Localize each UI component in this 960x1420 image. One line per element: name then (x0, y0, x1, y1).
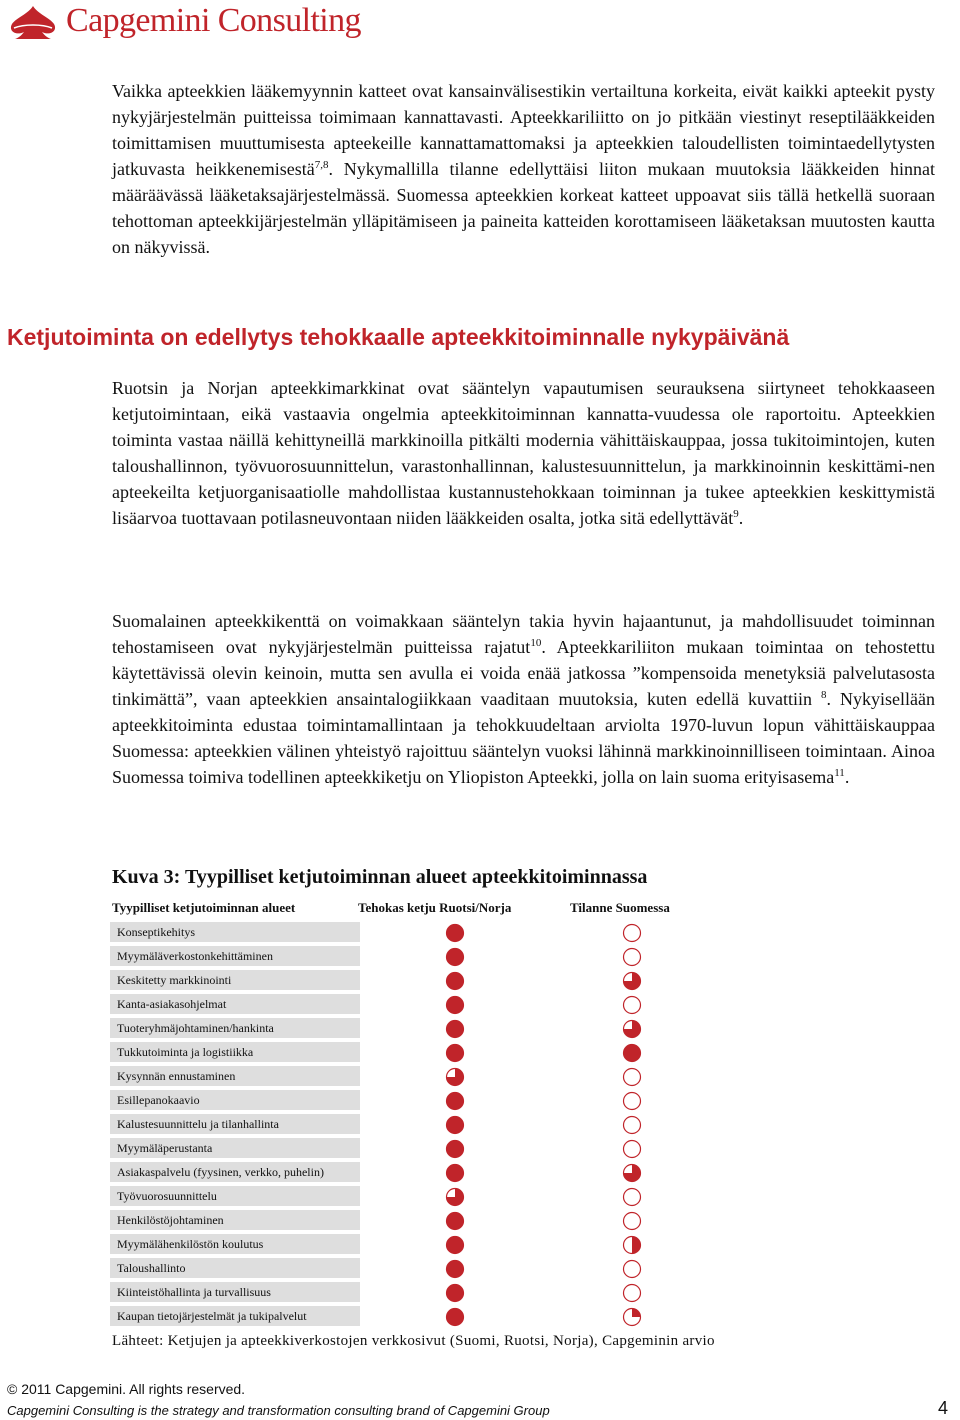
table-row (110, 920, 690, 944)
table-row (110, 1064, 690, 1088)
row-label: Kanta-asiakasohjelmat (110, 994, 360, 1014)
harvey-ball-finland (622, 1067, 642, 1087)
logo-wordmark: Capgemini Consulting (66, 2, 361, 39)
footer-copyright: © 2011 Capgemini. All rights reserved. (7, 1381, 246, 1397)
paragraph-1: Vaikka apteekkien lääkemyynnin katteet ovat kansainvälisestikin vertailtuna korkeita, eivät kaikki apteekit pysty nykyjärjestelmän puitteissa toimimaan kannattavasti. Apteekkariliitto on jo pitkään viestinyt reseptilääkkeiden toimittamisen muuttumisesta apteekeille kannattamattomaksi ja apteekkien taloudellisten toimintaedellytysten jatkuvasta heikkenemisestä$^{7,8}$. Nykymallilla tilanne edellyttäisi liiton mukaan muutoksia lääkkeiden hinnat määräävässä lääketaksajärjestelmässä. Suomessa apteekkien korkeat katteet uppoavat siis tällä hetkellä suoraan tehottoman apteekkijärjestelmän ylläpitämiseen ja paineita katteiden korottamiseen lääketaksan muutosten kautta on näkyvissä. (112, 81, 936, 257)
page-number: 4 (937, 1398, 948, 1418)
harvey-ball-finland (622, 1163, 642, 1183)
table-row (110, 1040, 690, 1064)
row-label: Konseptikehitys (110, 922, 360, 942)
table-row (110, 944, 690, 968)
table-row (110, 1208, 690, 1232)
harvey-ball-sweden-norway (445, 1163, 465, 1183)
column-header-finland: Tilanne Suomessa (570, 900, 670, 915)
harvey-ball-sweden-norway (445, 1115, 465, 1135)
harvey-ball-sweden-norway (445, 1187, 465, 1207)
table-row (110, 1184, 690, 1208)
row-label: Myymäläverkostonkehittäminen (110, 946, 360, 966)
row-label: Kaupan tietojärjestelmät ja tukipalvelut (110, 1306, 360, 1326)
row-label: Esillepanokaavio (110, 1090, 360, 1110)
harvey-ball-sweden-norway (445, 1283, 465, 1303)
harvey-ball-sweden-norway (445, 1091, 465, 1111)
harvey-ball-sweden-norway (445, 971, 465, 991)
row-label: Kysynnän ennustaminen (110, 1066, 360, 1086)
row-label: Kiinteistöhallinta ja turvallisuus (110, 1282, 360, 1302)
harvey-ball-sweden-norway (445, 1235, 465, 1255)
row-label: Tuoteryhmäjohtaminen/hankinta (110, 1018, 360, 1038)
figure-sources: Lähteet: Ketjujen ja apteekkiverkostojen verkkosivut (Suomi, Ruotsi, Norja), Capgeminin arvio (112, 1333, 715, 1349)
chain-areas-table (110, 896, 690, 1328)
table-row (110, 1304, 690, 1328)
harvey-ball-finland (622, 947, 642, 967)
harvey-ball-sweden-norway (445, 947, 465, 967)
harvey-ball-sweden-norway (445, 1211, 465, 1231)
table-row (110, 1088, 690, 1112)
harvey-ball-sweden-norway (445, 923, 465, 943)
table-row (110, 1112, 690, 1136)
table-row (110, 1016, 690, 1040)
harvey-ball-finland (622, 1019, 642, 1039)
table-row (110, 1136, 690, 1160)
spade-icon (4, 2, 62, 44)
table-row (110, 968, 690, 992)
row-label: Työvuorosuunnittelu (110, 1186, 360, 1206)
row-label: Myymäläperustanta (110, 1138, 360, 1158)
harvey-ball-finland (622, 1091, 642, 1111)
harvey-ball-finland (622, 1259, 642, 1279)
harvey-ball-finland (622, 1043, 642, 1063)
row-label: Asiakaspalvelu (fyysinen, verkko, puhelin) (110, 1162, 360, 1182)
row-label: Myymälähenkilöstön koulutus (110, 1234, 360, 1254)
row-label: Taloushallinto (110, 1258, 360, 1278)
table-row (110, 1280, 690, 1304)
harvey-ball-sweden-norway (445, 1019, 465, 1039)
harvey-ball-finland (622, 1211, 642, 1231)
paragraph-3: Suomalainen apteekkikenttä on voimakkaan sääntelyn takia hyvin hajaantunut, ja mahdollisuudet toiminnan tehostamiseen ovat nykyjärjestelmän puitteissa rajatut$^{10}$. Apteekkariliiton mukaan toimintaa on tehostettu käytettävissä olevin keinoin, mutta sen avulla ei voida enää jatkossa ”kompensoida menetyksiä palvelutasosta tinkimättä”, vaan apteekkien ansaintalogiikkaan vaaditaan muutoksia, kuten edellä kuvattiin $^8$. Nykyisellään apteekkitoiminta edustaa toimintamallintaan ja tehokkuudeltaan arviolta 1970-luvun lopun vähittäiskauppaa Suomessa: apteekkien välinen yhteistyö rajoittuu sääntelyn vuoksi lähinnä markkinoinnilliseen toimintaan. Ainoa Suomessa toimiva todellinen apteekkiketju on Yliopiston Apteekki, jolla on lain suoma erityisasema$^{11}$. (112, 611, 935, 787)
table-row (110, 1160, 690, 1184)
harvey-ball-finland (622, 923, 642, 943)
harvey-ball-sweden-norway (445, 1067, 465, 1087)
harvey-ball-finland (622, 1283, 642, 1303)
column-header-areas: Tyypilliset ketjutoiminnan alueet (112, 900, 296, 915)
harvey-ball-sweden-norway (445, 1307, 465, 1327)
table-row (110, 1232, 690, 1256)
footer-tagline: Capgemini Consulting is the strategy and transformation consulting brand of Capgemini Group (7, 1403, 550, 1418)
row-label: Kalustesuunnittelu ja tilanhallinta (110, 1114, 360, 1134)
harvey-ball-sweden-norway (445, 1259, 465, 1279)
harvey-ball-sweden-norway (445, 995, 465, 1015)
section-heading: Ketjutoiminta on edellytys tehokkaalle apteekkitoiminnalle nykypäivänä (7, 324, 790, 350)
harvey-ball-finland (622, 1187, 642, 1207)
harvey-ball-finland (622, 1307, 642, 1327)
capgemini-consulting-logo (4, 0, 424, 44)
harvey-ball-finland (622, 1115, 642, 1135)
table-header (110, 896, 690, 920)
harvey-ball-sweden-norway (445, 1043, 465, 1063)
row-label: Henkilöstöjohtaminen (110, 1210, 360, 1230)
harvey-ball-finland (622, 1139, 642, 1159)
figure-title: Kuva 3: Tyypilliset ketjutoiminnan alueet apteekkitoiminnassa (112, 866, 648, 888)
column-header-sweden-norway: Tehokas ketju Ruotsi/Norja (358, 900, 512, 915)
table-row (110, 1256, 690, 1280)
row-label: Tukkutoiminta ja logistiikka (110, 1042, 360, 1062)
harvey-ball-finland (622, 971, 642, 991)
paragraph-2: Ruotsin ja Norjan apteekkimarkkinat ovat sääntelyn vapautumisen seurauksena siirtyneet tehokkaaseen ketjutoimintaan, eikä vastaavia ongelmia apteekkitoiminnan kannatta-vuudessa ole raportoitu. Apteekkien toiminta vastaa näillä kehittyneillä markkinoilla pitkälti modernia vähittäiskauppaa, jossa tukitoimintojen, kuten taloushallinnon, työvuorosuunnittelun, varastonhallinnan, kalustesuunnittelun, ja markkinoinnin keskittämi-nen apteekeilta ketjuorganisaatiolle mahdollistaa kustannustehokkaan toiminnan ja tukee apteekkien keskittymistä lisäarvoa tuottavaan potilasneuvontaan niiden lääkkeiden osalta, jotka sitä edellyttävät$^9$. (112, 378, 935, 528)
harvey-ball-finland (622, 1235, 642, 1255)
table-row (110, 992, 690, 1016)
harvey-ball-finland (622, 995, 642, 1015)
harvey-ball-sweden-norway (445, 1139, 465, 1159)
row-label: Keskitetty markkinointi (110, 970, 360, 990)
